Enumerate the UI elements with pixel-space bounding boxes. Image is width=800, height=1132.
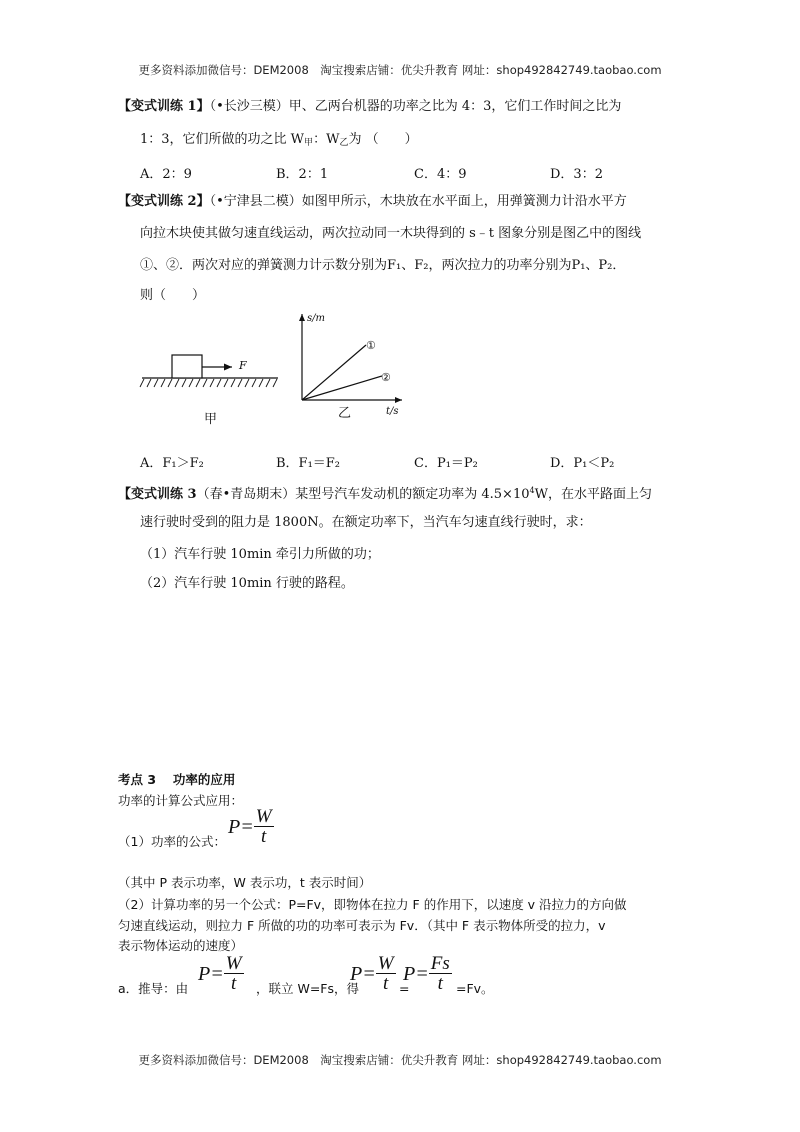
d3-p: P (403, 963, 416, 985)
sub-yi: 乙 (339, 138, 349, 148)
d2-eq: = (362, 963, 376, 985)
figure-jia-label: 甲 (204, 412, 218, 427)
exercise-3-line-2: 速行驶时受到的阻力是 1800N。在额定功率下，当汽车匀速直线行驶时，求： (140, 515, 592, 530)
exercise-1-line-2 (140, 131, 418, 152)
exercise-1-option-d: D．3：2 (550, 167, 603, 182)
exercise-3-question-2: （2）汽车行驶 10min 行驶的路程。 (140, 576, 354, 591)
d2-den: t (382, 973, 389, 994)
d3-eq: = (415, 963, 429, 985)
exercise-2-tag: 【变式训练 2】 (118, 194, 210, 209)
keypoint-3-line-5: 匀速直线运动，则拉力 F 所做的功的功率可表示为 Fv．（其中 F 表示物体所受的拉力，v (118, 918, 606, 933)
exercise-1-text-b: ：W (313, 132, 340, 147)
d2-p: P (350, 963, 363, 985)
formula-eq: = (240, 816, 254, 838)
keypoint-3-line-3: （其中 P 表示功率，W 表示功，t 表示时间） (118, 875, 372, 890)
exercise-1-text-c: 为 （ ） (348, 132, 418, 147)
axis-x-label: t/s (386, 406, 399, 417)
d1-eq: = (210, 963, 224, 985)
formula-fraction (254, 808, 274, 847)
exercise-1-text-a: 1：3，它们所做的功之比 W (140, 132, 305, 147)
derivation-eq: = (399, 981, 410, 996)
page-header: 更多资料添加微信号：DEM2008 淘宝搜索店铺：优尖升教育 网址：shop492842749.taobao.com (138, 63, 662, 77)
curve-2-label: ② (381, 371, 391, 384)
exercise-1-option-c: C．4：9 (414, 167, 467, 182)
page-footer: 更多资料添加微信号：DEM2008 淘宝搜索店铺：优尖升教育 网址：shop492842749.taobao.com (138, 1053, 662, 1067)
keypoint-3-title: 考点 3 功率的应用 (118, 772, 236, 787)
d3-fraction (429, 955, 452, 994)
exercise-2-option-d: D．P₁＜P₂ (550, 456, 615, 471)
keypoint-3-line-6: 表示物体运动的速度） (118, 938, 244, 953)
derivation-text: ，联立 W=Fs，得 (256, 981, 360, 996)
exponent: 4 (529, 486, 535, 495)
exercise-2-option-c: C．P₁＝P₂ (414, 456, 478, 471)
line-1 (302, 345, 366, 400)
exercise-2-text-1: （•宁津县二模）如图甲所示，木块放在水平面上，用弹簧测力计沿水平方 (209, 194, 627, 209)
keypoint-3-line-4: （2）计算功率的另一个公式：P=Fv，即物体在拉力 F 的作用下，以速度 v 沿拉力的方向做 (118, 897, 627, 912)
exercise-3-question-1: （1）汽车行驶 10min 牵引力所做的功； (140, 547, 380, 562)
force-arrow-icon (224, 364, 232, 371)
wood-block (172, 355, 202, 378)
exercise-1-option-b: B．2：1 (276, 167, 329, 182)
exercise-3-line-1 (118, 482, 652, 504)
d1-den: t (230, 973, 237, 994)
formula-num: W (255, 806, 272, 827)
curve-1-label: ① (366, 339, 376, 352)
exercise-3-tag: 【变式训练 3 (118, 487, 197, 502)
d3-num: Fs (430, 953, 450, 974)
power-formula (228, 808, 274, 847)
formula-den: t (260, 826, 267, 847)
derivation-formula-2 (350, 955, 396, 994)
figure-jia-block (138, 345, 288, 395)
exercise-2-option-a: A．F₁＞F₂ (140, 456, 204, 471)
figure-yi-label: 乙 (338, 406, 352, 421)
keypoint-3-line-1: 功率的计算公式应用： (118, 793, 244, 808)
exercise-1-option-a: A．2：9 (140, 167, 192, 182)
d3-den: t (437, 973, 443, 994)
sub-jia: 甲 (304, 138, 314, 148)
exercise-1-text: （•长沙三模）甲、乙两台机器的功率之比为 4：3，它们工作时间之比为 (209, 99, 622, 114)
derivation-formula-1 (198, 955, 244, 994)
exercise-2-line-1 (118, 193, 627, 211)
derivation-formula-3 (403, 955, 452, 994)
exercise-2-line-4: 则（ ） (140, 288, 206, 303)
exercise-1-tag: 【变式训练 1】 (118, 99, 210, 114)
derivation-label: a．推导：由 (118, 981, 189, 996)
d2-fraction (376, 955, 396, 994)
exercise-1-line-1 (118, 98, 621, 116)
formula-p: P (228, 816, 241, 838)
exercise-2-line-3: ①、②．两次对应的弹簧测力计示数分别为F₁、F₂，两次拉力的功率分别为P₁、P₂． (140, 258, 626, 273)
d1-num: W (225, 953, 242, 974)
d1-p: P (198, 963, 211, 985)
line-2 (302, 376, 382, 400)
keypoint-3-line-2: （1）功率的公式： (118, 834, 226, 849)
derivation-result: =Fv。 (456, 981, 494, 996)
force-label: F (239, 359, 247, 372)
axis-y-label: s/m (307, 313, 325, 324)
d1-fraction (224, 955, 244, 994)
exercise-2-line-2: 向拉木块使其做匀速直线运动，两次拉动同一木块得到的 s﹣t 图象分别是图乙中的图线 (140, 226, 642, 241)
exercise-3-text-a: （春•青岛期末）某型号汽车发动机的额定功率为 4.5×10 (196, 487, 530, 502)
d2-num: W (377, 953, 394, 974)
exercise-3-text-b: W，在水平路面上匀 (534, 487, 652, 502)
exercise-2-option-b: B．F₁＝F₂ (276, 456, 341, 471)
